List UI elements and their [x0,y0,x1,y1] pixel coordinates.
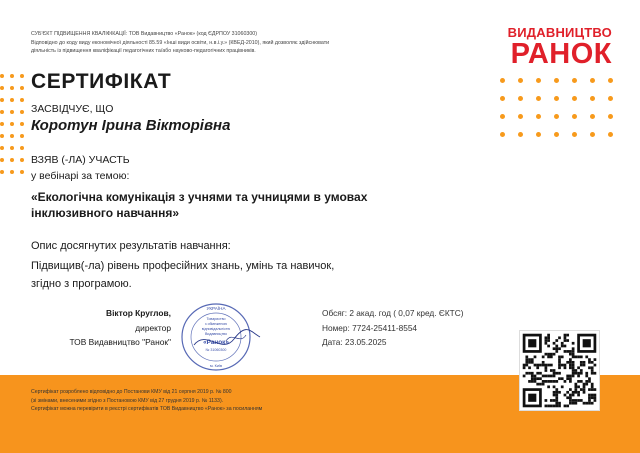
decorative-dot [10,86,14,90]
decorative-dot [0,146,4,150]
info-volume: Обсяг: 2 акад. год ( 0,07 кред. ЄКТС) [322,308,464,318]
stamp-text: м. Київ [209,364,223,368]
decorative-dot [10,98,14,102]
decorative-dot [554,132,559,137]
signer-position: директор [135,322,171,333]
qr-code-icon[interactable] [519,330,600,411]
decorative-dot [0,110,4,114]
decorative-dots-left [0,74,25,174]
webinar-text: у вебінарі за темою: [31,170,130,182]
results-description: згідно з програмою. [31,278,132,290]
decorative-dot [536,114,541,119]
signature-block [31,306,171,350]
results-label: Опис досягнутих результатів навчання: [31,240,231,252]
header-line: діяльність із підвищення кваліфікації педагогічних та/або науково-педагогічних працівників. [31,48,256,55]
decorative-dot [10,170,14,174]
footer-line: Сертифікат можна перевірити в реєстрі сертифікатів ТОВ Видавництво «Ранок» за посиланням [31,406,263,413]
decorative-dot [608,132,613,137]
decorative-dot [518,132,523,137]
decorative-dot [10,110,14,114]
decorative-dot [20,158,24,162]
decorative-dot [536,96,541,101]
stamp-text: Видавництво [205,332,227,336]
decorative-dot [590,132,595,137]
info-date: Дата: 23.05.2025 [322,337,387,348]
header-line: СУБ'ЄКТ ПІДВИЩЕННЯ КВАЛІФІКАЦІЇ: ТОВ Видавництво «Ранок» (код ЄДРПОУ 31060300) [31,31,257,37]
footer-line: Сертифікат розроблено відповідно до Постанови КМУ від 21 серпня 2019 р. № 800 [31,389,232,395]
decorative-dot [20,74,24,78]
decorative-dot [10,158,14,162]
decorative-dots-right [500,78,613,137]
info-number: Номер: 7724-25411-8554 [322,322,418,333]
official-stamp [176,301,262,372]
decorative-dot [518,96,523,101]
decorative-dot [0,170,4,174]
decorative-dot [20,98,24,102]
participated-text: ВЗЯВ (-ЛА) УЧАСТЬ [31,154,130,166]
results-description: Підвищив(-ла) рівень професійних знань, умінь та навичок, [31,260,335,272]
footer-legal-text [31,388,431,414]
decorative-dot [572,114,577,119]
decorative-dot [10,74,14,78]
stamp-text: відповідальністю [201,327,231,331]
stamp-text: з обмеженою [204,322,228,326]
course-title [31,189,431,221]
header-legal-text [31,30,411,56]
decorative-dot [10,122,14,126]
signer-company: ТОВ Видавництво "Ранок" [69,337,171,347]
decorative-dot [0,74,4,78]
decorative-dot [572,96,577,101]
header-line: Відповідно до коду виду економічної діяльності 85.59 «Інші види освіти, н.в.і.у.» (КВЕД-2010), який дозволяє здійснювати [31,39,330,46]
brand-logo-main: РАНОК [510,38,612,70]
decorative-dot [608,114,613,119]
course-title-line: інклюзивного навчання» [31,206,180,220]
decorative-dot [554,78,559,83]
decorative-dot [518,78,523,83]
decorative-dot [554,96,559,101]
decorative-dot [590,96,595,101]
decorative-dot [20,134,24,138]
decorative-dot [0,98,4,102]
brand-logo [508,26,612,68]
stamp-text: Товариство [206,317,226,321]
decorative-dot [590,78,595,83]
decorative-dot [0,86,4,90]
decorative-dot [500,96,505,101]
stamp-text: № 31060300 [205,348,227,352]
decorative-dot [608,78,613,83]
decorative-dot [20,122,24,126]
decorative-dot [608,96,613,101]
decorative-dot [500,114,505,119]
stamp-text: УКРАЇНА [206,306,226,311]
decorative-dot [536,78,541,83]
decorative-dot [536,132,541,137]
decorative-dot [10,146,14,150]
decorative-dot [20,110,24,114]
certificate-title: СЕРТИФІКАТ [31,70,172,93]
brand-logo-top: ВИДАВНИЦТВО [507,25,612,40]
footer-line: (зі змінами, внесеними згідно з Постановою КМУ від 27 грудня 2019 р. № 1133). [31,397,224,404]
decorative-dot [500,132,505,137]
certificate-info [322,306,464,350]
decorative-dot [518,114,523,119]
decorative-dot [554,114,559,119]
decorative-dot [572,132,577,137]
decorative-dot [500,78,505,83]
stamp-text: «Ранок» [203,339,229,346]
decorative-dot [0,158,4,162]
decorative-dot [20,86,24,90]
decorative-dot [0,122,4,126]
decorative-dot [590,114,595,119]
signer-name: Віктор Круглов, [106,308,171,318]
course-title-line: «Екологічна комунікація з учнями та учницями в умовах [31,190,368,204]
recipient-name: Коротун Ірина Вікторівна [31,117,231,134]
decorative-dot [20,170,24,174]
certifies-text: ЗАСВІДЧУЄ, ЩО [31,103,114,115]
decorative-dot [10,134,14,138]
decorative-dot [0,134,4,138]
decorative-dot [20,146,24,150]
decorative-dot [572,78,577,83]
